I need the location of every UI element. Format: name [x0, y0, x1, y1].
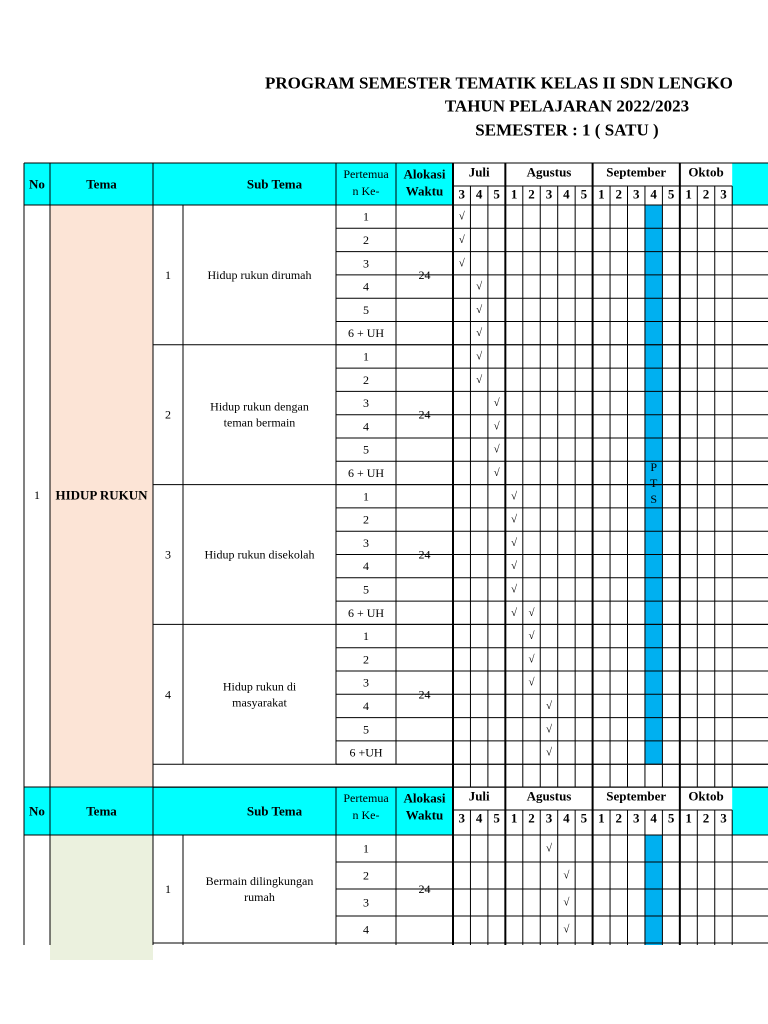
pertemuan-number: 6 + UH [347, 605, 385, 620]
header-subtema: Sub Tema [246, 176, 303, 192]
week-label: 4 [475, 810, 483, 826]
week-label: 5 [493, 186, 500, 202]
check-mark: √ [511, 513, 518, 526]
pertemuan-number: 4 [363, 559, 369, 574]
title-line-1: PROGRAM SEMESTER TEMATIK KELAS II SDN LENGKO [265, 73, 733, 93]
month-label: Juli [468, 788, 490, 804]
subtema-number: 4 [165, 687, 171, 702]
pertemuan-number: 4 [363, 922, 369, 937]
header-alokasi: Waktu [405, 807, 444, 823]
check-mark: √ [511, 583, 518, 596]
pts-label: S [650, 492, 658, 506]
check-mark: √ [476, 327, 483, 340]
pertemuan-number: 4 [363, 279, 369, 294]
pertemuan-number: 1 [363, 209, 369, 224]
week-label: 4 [475, 186, 483, 202]
check-mark: √ [493, 466, 500, 479]
week-label: 5 [580, 186, 588, 202]
subtema-name: rumah [244, 890, 275, 904]
week-label: 3 [720, 186, 727, 202]
pertemuan-number: 3 [363, 895, 369, 910]
pertemuan-number: 6 + UH [347, 465, 385, 480]
check-mark: √ [545, 746, 552, 759]
tema-name: HIDUP RUKUN [55, 487, 148, 503]
week-label: 2 [702, 810, 710, 826]
pertemuan-number: 2 [363, 372, 369, 387]
check-mark: √ [511, 536, 518, 549]
pts-label: T [650, 476, 658, 490]
month-label: Juli [468, 164, 490, 180]
month-label: Oktob [688, 788, 724, 804]
header-alokasi: Alokasi [403, 166, 446, 182]
pertemuan-number: 1 [363, 489, 369, 504]
check-mark: √ [458, 210, 465, 223]
week-label: 1 [598, 810, 605, 826]
check-mark: √ [563, 869, 570, 882]
week-label: 4 [650, 810, 657, 826]
check-mark: √ [528, 606, 535, 619]
pertemuan-number: 4 [363, 419, 369, 434]
pertemuan-number: 3 [363, 675, 369, 690]
week-label: 4 [563, 186, 570, 202]
week-label: 3 [458, 810, 465, 826]
header-no: No [29, 176, 45, 192]
week-label: 1 [510, 810, 518, 826]
pts-column-fill [645, 835, 662, 945]
month-label: Oktob [688, 164, 724, 180]
check-mark: √ [476, 350, 483, 363]
subtema-number: 2 [165, 407, 171, 422]
week-label: 4 [650, 186, 657, 202]
subtema-name: teman bermain [223, 415, 296, 430]
pertemuan-number: 4 [363, 698, 369, 713]
pertemuan-number: 2 [363, 512, 369, 527]
week-label: 1 [685, 186, 692, 202]
subtema-name: Bermain dilingkungan [205, 874, 314, 888]
header-tema: Tema [86, 176, 117, 192]
alokasi-waktu: 24 [418, 882, 431, 896]
subtema-number: 1 [165, 882, 171, 896]
alokasi-waktu: 24 [418, 267, 431, 282]
week-label: 3 [720, 810, 727, 826]
alokasi-waktu: 24 [418, 407, 431, 422]
pertemuan-number: 6 +UH [349, 745, 383, 760]
month-label: September [606, 788, 667, 804]
alokasi-waktu: 24 [418, 547, 431, 562]
check-mark: √ [511, 560, 518, 573]
week-label: 5 [493, 810, 500, 826]
week-label: 3 [545, 810, 553, 826]
subtema-name: Hidup rukun dengan [210, 399, 309, 414]
check-mark: √ [458, 233, 465, 246]
check-mark: √ [528, 653, 535, 666]
check-mark: √ [545, 723, 552, 736]
check-mark: √ [563, 896, 570, 909]
subtema-name: masyarakat [232, 695, 287, 710]
pertemuan-number: 1 [363, 841, 369, 856]
week-label: 5 [667, 186, 675, 202]
header-row-fill [732, 163, 768, 205]
header-pertemuan: Pertemua [343, 791, 389, 805]
header-subtema: Sub Tema [246, 803, 303, 819]
check-mark: √ [476, 303, 483, 316]
pertemuan-number: 5 [363, 302, 369, 317]
pertemuan-number: 2 [363, 868, 369, 883]
pertemuan-number: 2 [363, 232, 369, 247]
check-mark: √ [511, 490, 518, 503]
check-mark: √ [476, 373, 483, 386]
check-mark: √ [458, 257, 465, 270]
check-mark: √ [563, 923, 570, 936]
alokasi-waktu: 24 [418, 687, 431, 702]
month-label: Agustus [526, 788, 572, 804]
title-line-3: SEMESTER : 1 ( SATU ) [475, 120, 659, 140]
pertemuan-number: 5 [363, 722, 369, 737]
subtema-number: 3 [165, 547, 171, 562]
pertemuan-number: 3 [363, 396, 369, 411]
week-label: 3 [458, 186, 465, 202]
week-label: 3 [632, 186, 640, 202]
week-label: 2 [528, 810, 535, 826]
check-mark: √ [528, 676, 535, 689]
subtema-name: Hidup rukun di [222, 679, 297, 694]
pertemuan-number: 3 [363, 535, 369, 550]
pertemuan-number: 1 [363, 349, 369, 364]
header-row-fill [732, 787, 768, 835]
subtema-number: 1 [165, 267, 171, 282]
tema-fill [50, 835, 153, 960]
week-label: 4 [563, 810, 570, 826]
week-label: 1 [598, 186, 605, 202]
subtema-name: Hidup rukun dirumah [207, 267, 312, 282]
check-mark: √ [493, 397, 500, 410]
week-label: 3 [632, 810, 640, 826]
check-mark: √ [493, 420, 500, 433]
month-label: Agustus [526, 164, 572, 180]
week-label: 2 [615, 810, 623, 826]
pts-label: P [650, 460, 658, 474]
check-mark: √ [545, 842, 552, 855]
check-mark: √ [511, 606, 518, 619]
week-label: 2 [528, 186, 535, 202]
pertemuan-number: 1 [363, 629, 369, 644]
pertemuan-number: 5 [363, 442, 369, 457]
header-alokasi: Waktu [405, 183, 444, 199]
check-mark: √ [545, 699, 552, 712]
week-label: 2 [615, 186, 623, 202]
week-label: 3 [545, 186, 553, 202]
check-mark: √ [493, 443, 500, 456]
check-mark: √ [528, 630, 535, 643]
title-line-2: TAHUN PELAJARAN 2022/2023 [444, 96, 690, 116]
week-label: 5 [667, 810, 675, 826]
row-number: 1 [34, 488, 40, 502]
week-label: 1 [510, 186, 518, 202]
header-alokasi: Alokasi [403, 790, 446, 806]
month-label: September [606, 164, 667, 180]
check-mark: √ [476, 280, 483, 293]
subtema-name: Hidup rukun disekolah [204, 547, 315, 562]
pertemuan-number: 3 [363, 256, 369, 271]
header-pertemuan: n Ke- [352, 808, 380, 822]
week-label: 5 [580, 810, 588, 826]
pertemuan-number: 5 [363, 582, 369, 597]
week-label: 2 [702, 186, 710, 202]
header-no: No [29, 803, 45, 819]
pertemuan-number: 2 [363, 652, 369, 667]
pertemuan-number: 6 + UH [347, 326, 385, 341]
header-tema: Tema [86, 803, 117, 819]
week-label: 1 [685, 810, 692, 826]
header-pertemuan: Pertemua [343, 167, 389, 181]
header-pertemuan: n Ke- [352, 184, 380, 198]
